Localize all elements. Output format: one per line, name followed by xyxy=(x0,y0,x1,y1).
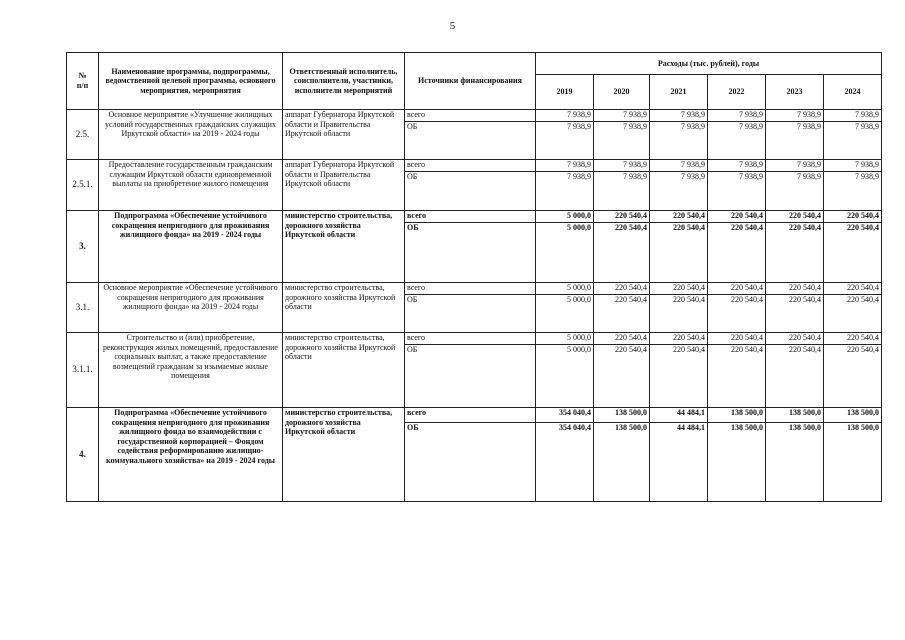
row-value: 7 938,9 xyxy=(536,172,594,211)
row-value: 220 540,4 xyxy=(650,223,708,283)
header-year: 2022 xyxy=(708,75,766,110)
row-value: 220 540,4 xyxy=(824,223,882,283)
row-value: 138 500,0 xyxy=(824,423,882,502)
row-number: 3.1.1. xyxy=(67,333,99,408)
row-value: 220 540,4 xyxy=(594,283,650,295)
row-value: 354 040,4 xyxy=(536,408,594,423)
table-row xyxy=(67,110,882,122)
row-value: 220 540,4 xyxy=(708,345,766,408)
row-value: 220 540,4 xyxy=(824,333,882,345)
row-value: 138 500,0 xyxy=(824,408,882,423)
row-value: 7 938,9 xyxy=(824,160,882,172)
row-value: 220 540,4 xyxy=(766,211,824,223)
row-name: Подпрограмма «Обеспечение устойчивого сокращения непригодного для проживания жилищного фонда во взаимодействии с государственной корпорацией – Фондом содействия реформированию жилищно-коммунального хозяйства» на 2019 - 2024 годы xyxy=(99,408,283,502)
row-value: 5 000,0 xyxy=(536,211,594,223)
row-source: ОБ xyxy=(405,223,536,283)
row-value: 220 540,4 xyxy=(824,345,882,408)
header-year: 2019 xyxy=(536,75,594,110)
table-row xyxy=(67,160,882,172)
row-executor: министерство строительства, дорожного хозяйства Иркутской области xyxy=(283,211,405,283)
header-year: 2021 xyxy=(650,75,708,110)
row-value: 220 540,4 xyxy=(650,333,708,345)
row-executor: министерство строительства, дорожного хозяйства Иркутской области xyxy=(283,408,405,502)
row-value: 220 540,4 xyxy=(824,295,882,333)
row-number: 2.5.1. xyxy=(67,160,99,211)
row-value: 7 938,9 xyxy=(536,110,594,122)
row-value: 7 938,9 xyxy=(766,110,824,122)
row-value: 220 540,4 xyxy=(594,223,650,283)
row-value: 7 938,9 xyxy=(650,172,708,211)
row-name: Подпрограмма «Обеспечение устойчивого сокращения непригодного для проживания жилищного фонда» на 2019 - 2024 годы xyxy=(99,211,283,283)
row-value: 220 540,4 xyxy=(766,333,824,345)
row-value: 220 540,4 xyxy=(594,333,650,345)
row-value: 7 938,9 xyxy=(708,122,766,160)
row-value: 138 500,0 xyxy=(594,423,650,502)
row-name: Основное мероприятие «Обеспечение устойчивого сокращения непригодного для проживания жилищного фонда» на 2019 - 2024 годы xyxy=(99,283,283,333)
row-value: 7 938,9 xyxy=(536,160,594,172)
row-value: 138 500,0 xyxy=(708,408,766,423)
row-source: всего xyxy=(405,110,536,122)
row-value: 7 938,9 xyxy=(708,160,766,172)
row-value: 220 540,4 xyxy=(708,333,766,345)
row-number: 3.1. xyxy=(67,283,99,333)
row-executor: министерство строительства, дорожного хозяйства Иркутской области xyxy=(283,333,405,408)
table-body xyxy=(67,110,882,502)
row-value: 220 540,4 xyxy=(650,211,708,223)
row-name: Основное мероприятие «Улучшение жилищных условий государственных гражданских служащих Иркутской области» на 2019 - 2024 годы xyxy=(99,110,283,160)
row-number: 2.5. xyxy=(67,110,99,160)
row-source: всего xyxy=(405,211,536,223)
row-source: ОБ xyxy=(405,423,536,502)
row-value: 220 540,4 xyxy=(766,345,824,408)
row-value: 7 938,9 xyxy=(650,122,708,160)
row-value: 5 000,0 xyxy=(536,283,594,295)
row-value: 220 540,4 xyxy=(824,283,882,295)
row-value: 220 540,4 xyxy=(650,283,708,295)
row-value: 7 938,9 xyxy=(766,172,824,211)
page-number: 5 xyxy=(449,20,456,32)
row-source: ОБ xyxy=(405,345,536,408)
header-year: 2024 xyxy=(824,75,882,110)
row-value: 7 938,9 xyxy=(824,172,882,211)
row-source: ОБ xyxy=(405,122,536,160)
row-value: 220 540,4 xyxy=(594,345,650,408)
row-value: 7 938,9 xyxy=(766,122,824,160)
row-executor: аппарат Губернатора Иркутской области и Правительства Иркутской области xyxy=(283,110,405,160)
row-value: 5 000,0 xyxy=(536,295,594,333)
row-value: 220 540,4 xyxy=(650,345,708,408)
row-value: 220 540,4 xyxy=(708,283,766,295)
row-name: Строительство и (или) приобретение, реконструкция жилых помещений, предоставление социальных выплат, а также предоставление возмещений гражданам за изымаемые жилые помещения xyxy=(99,333,283,408)
row-value: 7 938,9 xyxy=(536,122,594,160)
header-year: 2023 xyxy=(766,75,824,110)
row-value: 138 500,0 xyxy=(708,423,766,502)
row-value: 5 000,0 xyxy=(536,223,594,283)
row-value: 7 938,9 xyxy=(824,122,882,160)
table-row xyxy=(67,333,882,345)
row-value: 7 938,9 xyxy=(824,110,882,122)
row-value: 7 938,9 xyxy=(650,110,708,122)
row-source: всего xyxy=(405,283,536,295)
row-value: 220 540,4 xyxy=(824,211,882,223)
row-value: 354 040,4 xyxy=(536,423,594,502)
row-source: всего xyxy=(405,333,536,345)
row-value: 44 484,1 xyxy=(650,423,708,502)
row-value: 220 540,4 xyxy=(708,223,766,283)
header-source: Источники финансирования xyxy=(405,53,536,110)
row-value: 7 938,9 xyxy=(650,160,708,172)
row-value: 220 540,4 xyxy=(708,211,766,223)
header-executor: Ответственный исполнитель, соисполнители, участники, исполнители мероприятий xyxy=(283,53,405,110)
row-value: 220 540,4 xyxy=(708,295,766,333)
header-expenses: Расходы (тыс. рублей), годы xyxy=(536,53,882,75)
table-row xyxy=(67,211,882,223)
row-value: 220 540,4 xyxy=(594,295,650,333)
row-value: 7 938,9 xyxy=(766,160,824,172)
row-value: 5 000,0 xyxy=(536,333,594,345)
row-source: всего xyxy=(405,160,536,172)
row-executor: министерство строительства, дорожного хозяйства Иркутской области xyxy=(283,283,405,333)
table-row xyxy=(67,408,882,423)
table-row xyxy=(67,283,882,295)
header-num: № п/п xyxy=(67,53,99,110)
row-executor: аппарат Губернатора Иркутской области и Правительства Иркутской области xyxy=(283,160,405,211)
row-value: 7 938,9 xyxy=(594,122,650,160)
row-value: 220 540,4 xyxy=(766,223,824,283)
row-source: ОБ xyxy=(405,295,536,333)
row-value: 7 938,9 xyxy=(594,160,650,172)
row-source: ОБ xyxy=(405,172,536,211)
row-value: 138 500,0 xyxy=(594,408,650,423)
row-value: 220 540,4 xyxy=(766,283,824,295)
row-name: Предоставление государственным гражданским служащим Иркутской области единовременной выплаты на приобретение жилого помещения xyxy=(99,160,283,211)
header-name: Наименование программы, подпрограммы, ведомственной целевой программы, основного мероприятия, мероприятия xyxy=(99,53,283,110)
row-value: 220 540,4 xyxy=(766,295,824,333)
row-value: 138 500,0 xyxy=(766,423,824,502)
row-value: 7 938,9 xyxy=(594,110,650,122)
expenses-table xyxy=(66,52,882,502)
row-value: 7 938,9 xyxy=(594,172,650,211)
row-value: 44 484,1 xyxy=(650,408,708,423)
row-value: 220 540,4 xyxy=(594,211,650,223)
row-value: 220 540,4 xyxy=(650,295,708,333)
row-value: 138 500,0 xyxy=(766,408,824,423)
row-value: 7 938,9 xyxy=(708,172,766,211)
row-source: всего xyxy=(405,408,536,423)
header-year: 2020 xyxy=(594,75,650,110)
row-number: 3. xyxy=(67,211,99,283)
row-number: 4. xyxy=(67,408,99,502)
row-value: 7 938,9 xyxy=(708,110,766,122)
row-value: 5 000,0 xyxy=(536,345,594,408)
